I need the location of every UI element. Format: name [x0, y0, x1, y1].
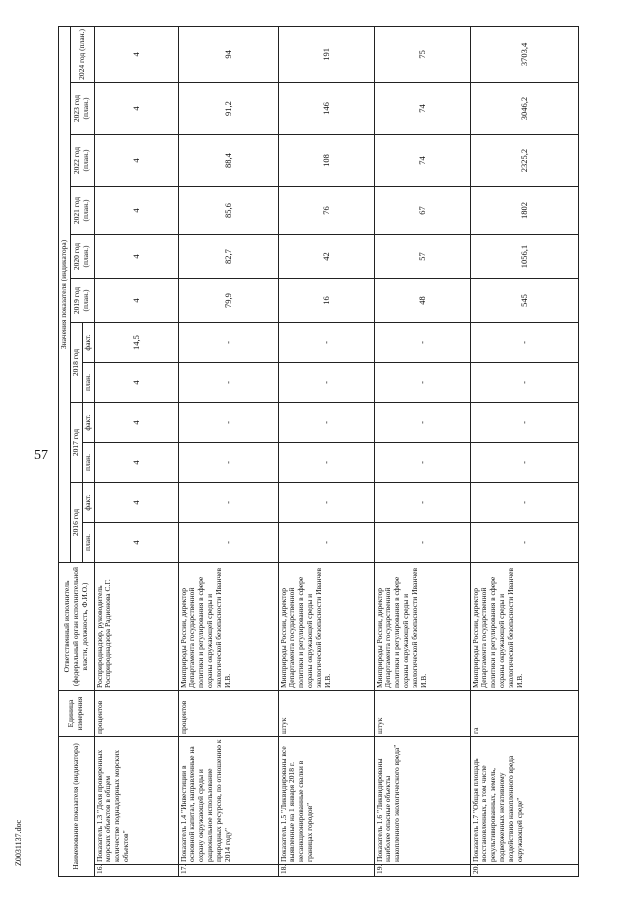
- indicator-unit: штук: [374, 691, 470, 737]
- value-cell: 74: [374, 83, 470, 135]
- value-cell: -: [374, 363, 470, 403]
- indicator-name: Показатель 1.3 "Доля проверенных морских объектов в общем количестве поднадзорных морских объектов": [94, 737, 178, 865]
- header-fact-2016: факт.: [82, 483, 94, 523]
- value-cell: 85,6: [178, 187, 278, 235]
- indicator-name: Показатель 1.4 "Инвестиции в основной капитал, направленные на охрану окружающей среды и рациональное использование природных ресурсов, по отношению к 2014 году": [178, 737, 278, 865]
- value-cell: -: [178, 483, 278, 523]
- page-number: 57: [34, 448, 48, 463]
- value-cell: 4: [94, 83, 178, 135]
- value-cell: 2325,2: [470, 135, 578, 187]
- row-number: 20.: [470, 865, 578, 877]
- value-cell: -: [278, 363, 374, 403]
- indicator-name: Показатель 1.6 "Ликвидированы наиболее опасные объекты накопленного экологического вреда": [374, 737, 470, 865]
- indicator-unit: га: [470, 691, 578, 737]
- value-cell: -: [178, 403, 278, 443]
- table-row: [470, 26, 578, 876]
- header-plan-2018: план.: [82, 363, 94, 403]
- value-cell: 16: [278, 279, 374, 323]
- table-row: [178, 26, 278, 876]
- row-number: 16.: [94, 865, 178, 877]
- value-cell: -: [470, 483, 578, 523]
- value-cell: -: [374, 483, 470, 523]
- value-cell: 57: [374, 235, 470, 279]
- value-cell: 146: [278, 83, 374, 135]
- header-year-2019: 2019 год (план.): [70, 279, 94, 323]
- value-cell: 4: [94, 483, 178, 523]
- header-year-2017: 2017 год: [70, 403, 82, 483]
- value-cell: -: [178, 443, 278, 483]
- value-cell: 4: [94, 403, 178, 443]
- value-cell: 191: [278, 26, 374, 82]
- indicator-name: Показатель 1.5 "Ликвидированы все выявленные на 1 января 2018 г. несанкционированные свалки в границах городов": [278, 737, 374, 865]
- indicator-responsible: Минприроды России, директор Департамента государственной политики и регулирования в сфере охраны окружающей среды и экологической безопасности Иванчев И.В.: [470, 563, 578, 691]
- value-cell: -: [278, 523, 374, 563]
- value-cell: 88,4: [178, 135, 278, 187]
- value-cell: -: [178, 523, 278, 563]
- value-cell: 4: [94, 523, 178, 563]
- value-cell: -: [374, 443, 470, 483]
- value-cell: 94: [178, 26, 278, 82]
- header-plan-2016: план.: [82, 523, 94, 563]
- value-cell: -: [470, 323, 578, 363]
- rotated-table-container: [58, 27, 618, 877]
- value-cell: 91,2: [178, 83, 278, 135]
- value-cell: -: [470, 523, 578, 563]
- header-year-2022: 2022 год (план.): [70, 135, 94, 187]
- value-cell: 3046,2: [470, 83, 578, 135]
- header-year-2018: 2018 год: [70, 323, 82, 403]
- value-cell: -: [470, 443, 578, 483]
- value-cell: 4: [94, 235, 178, 279]
- header-year-2021: 2021 год (план.): [70, 187, 94, 235]
- table-row: [278, 26, 374, 876]
- indicator-responsible: Росприроднадзор, руководитель Росприроднадзора Радионова С.Г.: [94, 563, 178, 691]
- value-cell: 67: [374, 187, 470, 235]
- value-cell: 4: [94, 135, 178, 187]
- value-cell: 1802: [470, 187, 578, 235]
- value-cell: -: [278, 483, 374, 523]
- value-cell: 4: [94, 443, 178, 483]
- row-number: 19.: [374, 865, 470, 877]
- value-cell: 79,9: [178, 279, 278, 323]
- value-cell: -: [278, 443, 374, 483]
- indicator-name: Показатель 1.7 "Общая площадь восстановленных, в том числе рекультивированных, земель, подверженных негативному воздействию накопленного вреда окружающей среде": [470, 737, 578, 865]
- value-cell: 4: [94, 26, 178, 82]
- value-cell: -: [470, 403, 578, 443]
- value-cell: 74: [374, 135, 470, 187]
- table-row: [374, 26, 470, 876]
- indicators-table: [58, 26, 579, 877]
- indicator-responsible: Минприроды России, директор Департамента государственной политики и регулирования в сфере охраны окружающей среды и экологической безопасности Иванчев И.В.: [278, 563, 374, 691]
- table-row: [94, 26, 178, 876]
- indicator-unit: штук: [278, 691, 374, 737]
- footer-text: Z0031137.doc: [14, 819, 23, 866]
- header-plan-2017: план.: [82, 443, 94, 483]
- value-cell: 75: [374, 26, 470, 82]
- header-values: Значения показателя (индикатора): [59, 26, 71, 562]
- value-cell: -: [278, 323, 374, 363]
- value-cell: -: [178, 363, 278, 403]
- value-cell: 42: [278, 235, 374, 279]
- header-fact-2018: факт.: [82, 323, 94, 363]
- value-cell: 3703,4: [470, 26, 578, 82]
- header-responsible: Ответственный исполнитель (федеральный орган исполнительной власти, должность, Ф.И.О.): [59, 563, 95, 691]
- indicator-responsible: Минприроды России, директор Департамента государственной политики и регулирования в сфере охраны окружающей среды и экологической безопасности Иванчев И.В.: [374, 563, 470, 691]
- value-cell: 108: [278, 135, 374, 187]
- indicator-responsible: Минприроды России, директор Департамента государственной политики и регулирования в сфере охраны окружающей среды и экологической безопасности Иванчев И.В.: [178, 563, 278, 691]
- value-cell: 545: [470, 279, 578, 323]
- header-year-2016: 2016 год: [70, 483, 82, 563]
- row-number: 18.: [278, 865, 374, 877]
- value-cell: -: [178, 323, 278, 363]
- value-cell: 4: [94, 363, 178, 403]
- value-cell: -: [374, 403, 470, 443]
- header-name: Наименование показателя (индикатора): [59, 737, 95, 877]
- header-fact-2017: факт.: [82, 403, 94, 443]
- value-cell: 1056,1: [470, 235, 578, 279]
- value-cell: 82,7: [178, 235, 278, 279]
- indicator-unit: процентов: [178, 691, 278, 737]
- value-cell: 4: [94, 187, 178, 235]
- value-cell: -: [278, 403, 374, 443]
- value-cell: -: [470, 363, 578, 403]
- value-cell: 14,5: [94, 323, 178, 363]
- header-year-2024: 2024 год (план.): [70, 26, 94, 82]
- header-year-2023: 2023 год (план.): [70, 83, 94, 135]
- indicator-unit: процентов: [94, 691, 178, 737]
- value-cell: 4: [94, 279, 178, 323]
- header-year-2020: 2020 год (план.): [70, 235, 94, 279]
- value-cell: -: [374, 323, 470, 363]
- header-unit: Единица измерения: [59, 691, 95, 737]
- value-cell: 48: [374, 279, 470, 323]
- value-cell: 76: [278, 187, 374, 235]
- row-number: 17.: [178, 865, 278, 877]
- value-cell: -: [374, 523, 470, 563]
